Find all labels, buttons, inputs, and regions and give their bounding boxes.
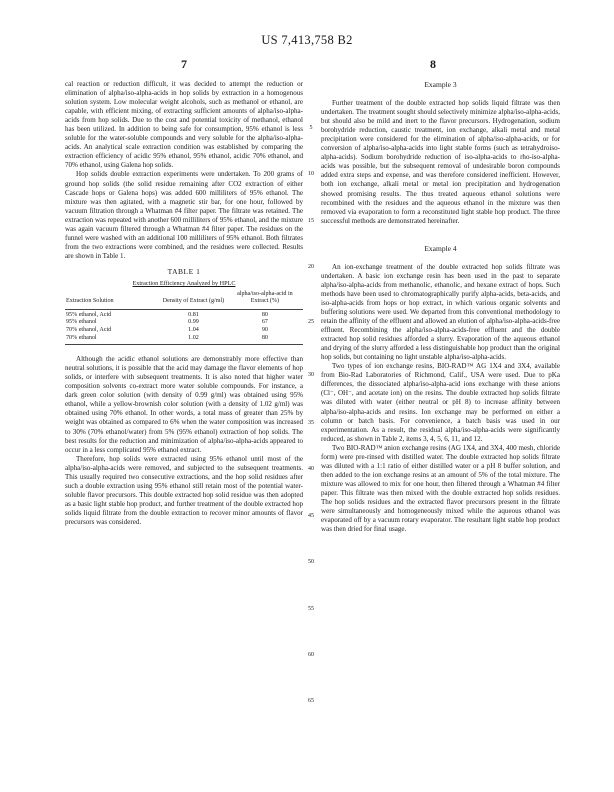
table-row bbox=[65, 309, 303, 319]
paragraph-continuation: cal reaction or reduction difficult, it was decided to attempt the reduction or elimination of alpha/iso-alpha-acids in hop solids by extraction in a homogenous solution system. Low molecular weight alcohols, such as methanol or ethanol, are capable, with efficient mixing, of extracting sufficient amounts of alpha/iso-alpha-acids from hop solids. Due to the cost and potential toxicity of methanol, ethanol has been utilized. In addition to being safe for consumption, 95% ethanol is less soluble for the water-soluble compounds and very soluble for the alpha/iso-alpha-acids. An analytical scale extraction condition was established by comparing the extraction efficiency of acidic 95% ethanol, 95% ethanol, acidic 70% ethanol, and 70% ethanol, using Galena hop solids. bbox=[65, 80, 303, 170]
paragraph-anion-resins: Two BIO-RAD™ anion exchange resins (AG 1X4, and 3X4, 400 mesh, chloride form) were pre-rinsed with distilled water. The double extracted hop solids filtrate was diluted with a 1:1 ratio of either distilled water or a pH 8 buffer solution, and then added to the ion exchange resins at an amount of 5% of the total mixture. The mixture was allowed to mix for one hour, then filtered through a Whatman #4 filter paper. This filtrate was then mixed with the double extracted hop solids residues. The hop solids residues and the extracted flavor precursors present in the filtrate were simultaneously and homogeneously mixed while the aqueous ethanol was evaporated off by a vacuum rotary evaporator. The resultant light stable hop product was then dried for final usage. bbox=[321, 443, 560, 534]
line-number: 35 bbox=[308, 420, 314, 426]
patent-number-header: US 7,413,758 B2 bbox=[261, 33, 353, 47]
table-1-caption: Extraction Efficiency Analyzed by HPLC bbox=[132, 279, 236, 287]
line-number: 65 bbox=[308, 698, 314, 704]
table-header-acid: alpha/iso-alpha-acid in Extract (%) bbox=[227, 291, 303, 310]
cell-solution: 70% ethanol bbox=[65, 335, 160, 345]
line-number: 20 bbox=[308, 264, 314, 270]
paragraph-further-treatment: Further treatment of the double extracted hop solids liquid filtrate was then undertaken. The treatment sought should selectively minimize alpha/iso-alpha-acids, but should also be mild and inert to the flavor precursors. Hydrogenation, sodium borohydride reduction, caustic treatment, ion exchange, alkali metal and metal precipitation were considered for the elimination of alpha/iso-alpha-acids, or for conversion of alpha/iso-alpha-acids into light stable forms (such as tetrahydroiso-alpha-acids). Sodium borohydride reduction of iso-alpha-acids to rho-iso-alpha-acids was possible, but the subsequent removal of undesirable boron compounds added extra steps and expense, and was therefore considered inefficient. However, both ion exchange, alkali metal or metal ion precipitation and hydrogenation showed promising results. The thus treated aqueous ethanol solutions were recombined with the residues and the aqueous ethanol in the mixture was then removed via evaporation to form a reconstituted light stable hop product. The three successful methods are demonstrated hereinafter. bbox=[321, 99, 560, 225]
line-number: 30 bbox=[308, 372, 314, 378]
line-number: 45 bbox=[308, 513, 314, 519]
cell-density: 0.81 bbox=[188, 311, 199, 318]
line-number: 55 bbox=[308, 606, 314, 612]
page-number-right: 8 bbox=[430, 57, 436, 71]
paragraph-ion-exchange: An ion-exchange treatment of the double extracted hop solids filtrate was undertaken. A basic ion exchange resin has been used in the past to separate alpha/iso-alpha-acids from methanolic, ethanolic, and hexane extract of hops. Such methods have been used to chromatographically purify alpha-acids, beta-acids, and iso-alpha-acids from hops or hop extract, in which various organic solvents and buffering solutions were used. We departed from this conventional methodology to retain the affinity of the effluent and allowed an elution of alpha/iso-alpha-acids-free effluent. Recombining the alpha/iso-alpha-acids-free effluent and the double extracted hop solid residues afforded a slurry. Evaporation of the aqueous ethanol and drying of the slurry afforded a less distinguishable hop product than the original hop solids, but containing no light unstable alpha/iso-alpha-acids. bbox=[321, 262, 560, 362]
line-number: 50 bbox=[308, 559, 314, 565]
table-row bbox=[65, 327, 303, 335]
cell-density: 0.99 bbox=[188, 319, 199, 326]
cell-solution: 70% ethanol, Acid bbox=[66, 326, 112, 333]
line-number: 60 bbox=[308, 652, 314, 658]
example-3-heading: Example 3 bbox=[424, 80, 457, 89]
table-row bbox=[65, 335, 303, 345]
paragraph-therefore: Therefore, hop solids were extracted using 95% ethanol until most of the alpha/iso-alpha-acids were removed, and subjected to the subsequent treatments. This usually required two consecutive extractions, and the hop solid residues after such a double extraction using 95% ethanol still retain most of the potential water-soluble flavor precursors. This double extracted hop solid residue was then adopted as a basic light stable hop product, and further treatment of the double extracted hop solids liquid filtrate from the double extraction to recover minor amounts of flavor precursors was considered. bbox=[65, 454, 303, 526]
right-column bbox=[321, 80, 560, 534]
cell-acid: 67 bbox=[261, 319, 268, 326]
cell-acid: 80 bbox=[261, 311, 268, 318]
left-column bbox=[65, 80, 303, 527]
cell-density: 1.04 bbox=[188, 326, 199, 333]
page-number-left: 7 bbox=[181, 57, 187, 71]
table-row bbox=[65, 319, 303, 327]
line-number: 25 bbox=[308, 319, 314, 325]
table-1 bbox=[65, 280, 303, 345]
line-number: 15 bbox=[308, 218, 314, 224]
line-number: 5 bbox=[309, 125, 313, 131]
table-header-solution: Extraction Solution bbox=[65, 291, 160, 310]
cell-solution: 95% ethanol bbox=[66, 319, 97, 326]
cell-acid: 80 bbox=[227, 335, 303, 345]
table-1-title: TABLE 1 bbox=[167, 266, 201, 276]
example-4-heading: Example 4 bbox=[424, 243, 457, 253]
line-number: 10 bbox=[308, 171, 314, 177]
cell-density: 1.02 bbox=[160, 335, 227, 345]
paragraph-double-extraction: Hop solids double extraction experiments were undertaken. To 200 grams of ground hop solids (the solid residue remaining after CO2 extraction of either Cascade hops or Galena hops) was added 600 milliliters of 95% ethanol. The mixture was then agitated, with a magnetic stir bar, for one hour, followed by vacuum filtration through a Whatman #4 filter paper. The filtrate was retained. The extraction was repeated with another 600 milliliters of 95% ethanol, and the mixture was again vacuum filtered through a Whatman #4 filter paper. The residues on the funnel were washed with an additional 100 milliliters of 95% ethanol. Both filtrates from the two extractions were combined, and the residues were collected. Results are shown in Table 1. bbox=[65, 170, 303, 260]
paragraph-resin-types: Two types of ion exchange resins, BIO-RAD™ AG 1X4 and 3X4, available from Bio-Rad Laboratories of Richmond, Calif., USA were used. Due to pKa differences, the dissociated alpha/iso-alpha-acid ions exchange with these anions (Cl⁻, OH⁻, and acetate ion) on the resins. The double extracted hop solids filtrate was diluted with water (either neutral or pH 8) to increase affinity between alpha/iso-alpha-acids and resins. Ion exchange may be performed on either a column or batch basis. For convenience, a batch basis was used in our experimentation. As a result, the residual alpha/iso-alpha-acids were significantly reduced, as shown in Table 2, items 3, 4, 5, 6, 11, and 12. bbox=[321, 362, 560, 443]
cell-acid: 90 bbox=[261, 326, 268, 333]
cell-solution: 95% ethanol, Acid bbox=[66, 311, 112, 318]
line-number: 40 bbox=[308, 466, 314, 472]
table-header-density: Density of Extract (g/ml) bbox=[160, 291, 227, 310]
paragraph-acidic-solutions: Although the acidic ethanol solutions are demonstrably more effective than neutral solutions, it is possible that the acid may damage the flavor elements of hop solids, or interfere with subsequent treatments. It is also noted that higher water composition solvents co-extract more water soluble compounds. For instance, a dark green color solution (with density of 0.99 g/ml) was obtained using 95% ethanol, while a yellow-brownish color solution (with a density of 1.02 g/ml) was obtained using 70% ethanol. In other words, a total mass of greater than 25% by weight was obtained as compared to 6% when the water composition was increased to 30% (70% ethanol/water) from 5% (95% ethanol) extraction of hop solids. The best results for the reduction and minimization of alpha/iso-alpha-acids appeared to occur in a less complicated 95% ethanol extract. bbox=[65, 355, 303, 454]
